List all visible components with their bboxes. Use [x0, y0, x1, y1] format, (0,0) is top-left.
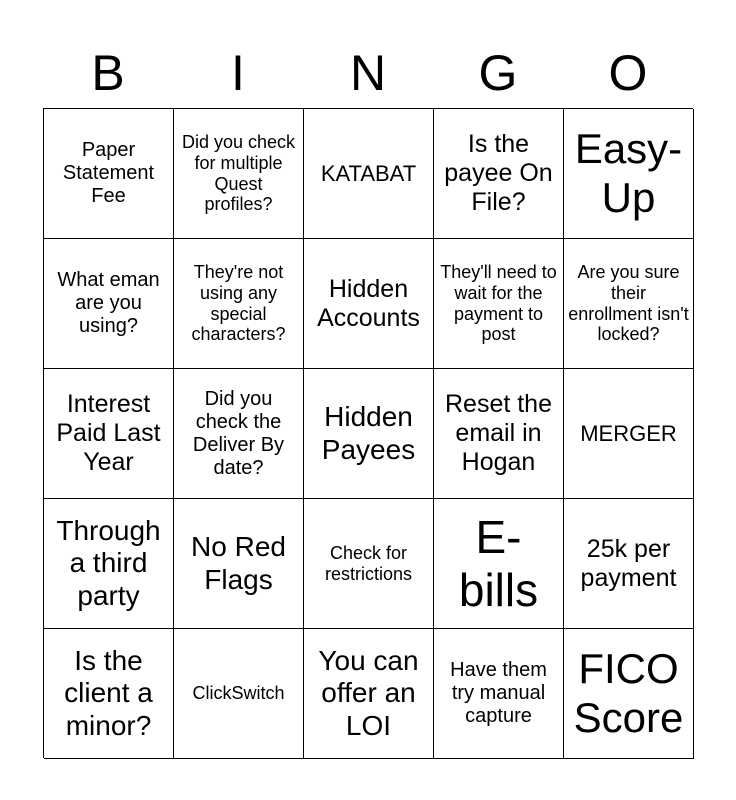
bingo-cell[interactable] [564, 109, 694, 239]
bingo-cell[interactable] [304, 629, 434, 759]
cell-text: Did you check for multiple Quest profiles? [181, 132, 296, 215]
bingo-cell[interactable] [304, 499, 434, 629]
cell-text: 25k per payment [580, 534, 677, 592]
cell-text: Are you sure their enrollment isn't locked? [568, 262, 689, 345]
bingo-cell[interactable] [434, 239, 564, 369]
cell-text: Have them try manual capture [450, 659, 547, 727]
cell-text: MERGER [580, 420, 677, 446]
bingo-cell[interactable] [564, 369, 694, 499]
cell-text: KATABAT [320, 160, 417, 186]
bingo-cell[interactable] [44, 109, 174, 239]
bingo-cell[interactable] [174, 369, 304, 499]
cell-text: You can offer an LOI [318, 645, 419, 741]
cell-text: Through a third party [56, 515, 161, 611]
bingo-cell[interactable] [434, 109, 564, 239]
cell-text: Paper Statement Fee [62, 139, 155, 207]
cell-text: No Red Flags [191, 531, 286, 595]
bingo-cell[interactable] [44, 499, 174, 629]
cell-text: Hidden Accounts [317, 274, 420, 332]
bingo-cell[interactable] [44, 369, 174, 499]
bingo-cell[interactable] [44, 629, 174, 759]
cell-text: Did you check the Deliver By date? [192, 387, 285, 479]
cell-text: Easy-Up [574, 125, 683, 221]
bingo-cell[interactable] [434, 629, 564, 759]
header-letter-b: B [91, 45, 125, 101]
bingo-cell[interactable] [304, 109, 434, 239]
bingo-cell[interactable] [174, 109, 304, 239]
header-letter-i: I [231, 45, 245, 101]
cell-text: E-bills [458, 510, 539, 616]
bingo-cell[interactable] [564, 239, 694, 369]
bingo-cell[interactable] [44, 239, 174, 369]
cell-text: What eman are you using? [57, 269, 160, 337]
cell-text: ClickSwitch [192, 683, 285, 704]
cell-text: Is the client a minor? [64, 645, 153, 741]
bingo-cell[interactable] [434, 499, 564, 629]
cell-text: Reset the email in Hogan [444, 390, 552, 476]
bingo-board [43, 108, 693, 758]
bingo-cell[interactable] [564, 629, 694, 759]
bingo-cell[interactable] [304, 239, 434, 369]
bingo-cell[interactable] [304, 369, 434, 499]
cell-text: FICO Score [573, 645, 684, 741]
cell-text: Hidden Payees [321, 401, 416, 465]
bingo-cell[interactable] [564, 499, 694, 629]
bingo-cell[interactable] [174, 239, 304, 369]
cell-text: Is the payee On File? [444, 130, 553, 216]
header-letter-o: O [608, 45, 648, 101]
bingo-cell[interactable] [174, 629, 304, 759]
cell-text: Check for restrictions [324, 542, 413, 584]
header-letter-g: G [478, 45, 518, 101]
bingo-cell[interactable] [434, 369, 564, 499]
bingo-header [43, 42, 693, 104]
cell-text: They'll need to wait for the payment to post [440, 262, 557, 345]
cell-text: Interest Paid Last Year [56, 390, 161, 476]
cell-text: They're not using any special characters? [191, 262, 286, 345]
header-letter-n: N [349, 45, 387, 101]
bingo-cell[interactable] [174, 499, 304, 629]
